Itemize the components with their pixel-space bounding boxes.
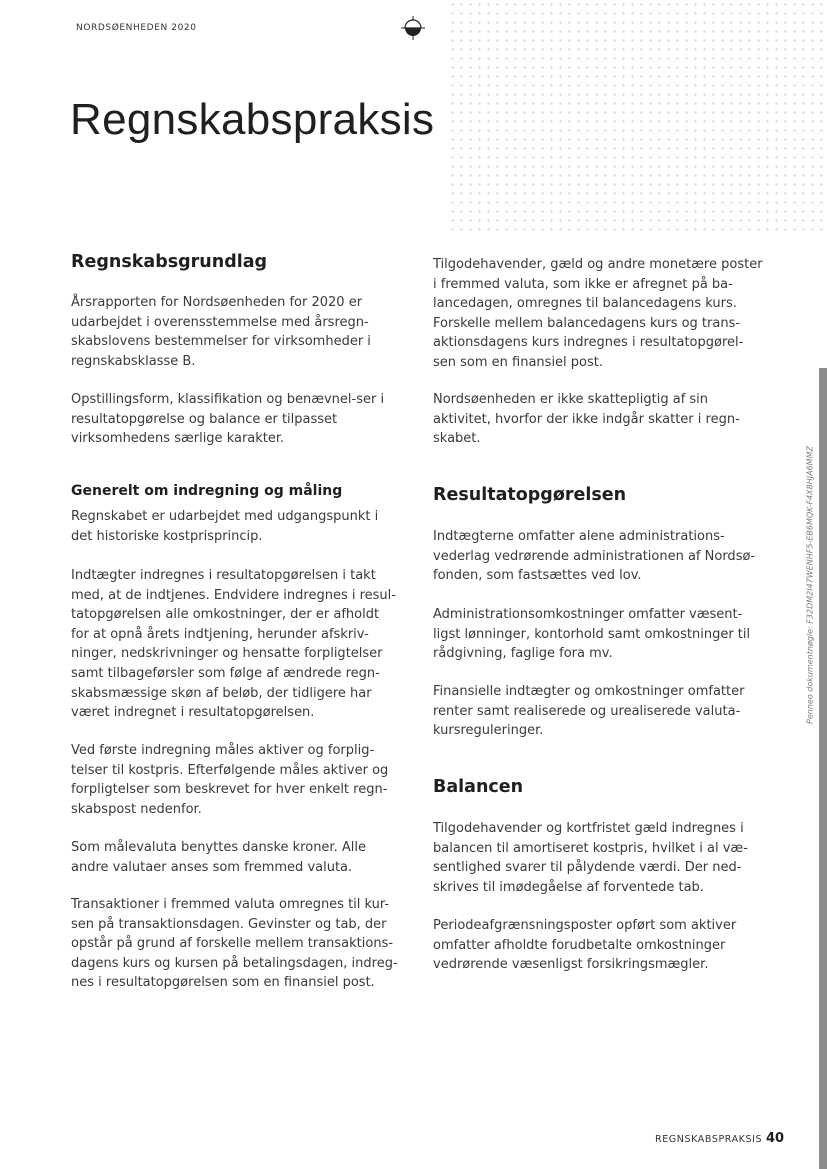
- paragraph: Indtægterne omfatter alene administrations-vederlag vedrørende administrationen af Nordsø-fonden, som fastsættes ved lov.: [433, 529, 756, 584]
- penneo-document-key: Penneo dokumentnøgle: F32DM2I47WENHF5-EB6MQK-F4X8HJA6MMZ: [805, 446, 815, 724]
- paragraph: Administrationsomkostninger omfatter væsent-ligst lønninger, kontorhold samt omkostninger til rådgivning, faglige fora mv.: [433, 607, 751, 662]
- heading-resultatopgoerelsen: Resultatopgørelsen: [433, 485, 627, 505]
- footer-section-label: REGNSKABSPRAKSIS: [655, 1134, 763, 1145]
- paragraph: Ved første indregning måles aktiver og forplig-telser til kostpris. Efterfølgende måles aktiver og forpligtelser som beskrevet for hver enkelt regn-skabspost nedenfor.: [71, 743, 389, 817]
- paragraph: Tilgodehavender og kortfristet gæld indregnes i balancen til amortiseret kostpris, hvilket i al væ-sentlighed svarer til pålydende værdi. Der ned-skrives til imødegåelse af forventede tab.: [433, 821, 748, 895]
- page-number: 40: [766, 1131, 785, 1146]
- heading-regnskabsgrundlag: Regnskabsgrundlag: [71, 252, 268, 272]
- heading-generelt: Generelt om indregning og måling: [71, 483, 343, 499]
- paragraph: Som målevaluta benyttes danske kroner. Alle andre valutaer anses som fremmed valuta.: [71, 840, 366, 875]
- report-name: NORDSØENHEDEN 2020: [76, 23, 197, 33]
- decorative-dot-pattern: [448, 0, 827, 235]
- paragraph: Periodeafgrænsningsposter opført som aktiver omfatter afholdte forudbetalte omkostninger vedrørende væsenligst forsikringsmægler.: [433, 918, 737, 973]
- paragraph: Regnskabet er udarbejdet med udgangspunkt i det historiske kostprisprincip.: [71, 509, 379, 544]
- paragraph: Indtægter indregnes i resultatopgørelsen i takt med, at de indtjenes. Endvidere indregnes i resul-tatopgørelsen alle omkostninger, der er afholdt for at opnå årets indtjening, herunder afskriv-ninger, nedskrivninger og hensatte forpligtelser samt tilbageførsler som følge af ændrede regn-skabsmæssige skøn af beløb, der tidligere har været indregnet i resultatopgørelsen.: [71, 568, 396, 721]
- page-title: Regnskabspraksis: [70, 95, 435, 144]
- paragraph: Nordsøenheden er ikke skattepligtig af sin aktivitet, hvorfor der ikke indgår skatter i regn-skabet.: [433, 392, 740, 447]
- paragraph: Opstillingsform, klassifikation og benævnel-ser i resultatopgørelse og balance er tilpasset virksomhedens særlige karakter.: [71, 392, 385, 447]
- paragraph: Tilgodehavender, gæld og andre monetære poster i fremmed valuta, som ikke er afregnet på ba-lancedagen, omregnes til balancedagens kurs. Forskelle mellem balancedagens kurs og trans-aktionsdagens kurs indregnes i resultatopgørel-sen som en finansiel post.: [433, 257, 763, 370]
- paragraph: Finansielle indtægter og omkostninger omfatter renter samt realiserede og urealiserede valuta-kursreguleringer.: [433, 684, 745, 739]
- side-bar: [819, 368, 827, 1169]
- compass-logo-icon: [400, 15, 426, 41]
- heading-balancen: Balancen: [433, 777, 524, 797]
- paragraph: Årsrapporten for Nordsøenheden for 2020 er udarbejdet i overensstemmelse med årsregn-skabslovens bestemmelser for virksomheder i regnskabsklasse B.: [71, 295, 371, 369]
- paragraph: Transaktioner i fremmed valuta omregnes til kur-sen på transaktionsdagen. Gevinster og tab, der opstår på grund af forskelle mellem transaktions-dagens kurs og kursen på betalingsdagen, indreg-nes i resultatopgørelsen som en finansiel post.: [71, 897, 398, 991]
